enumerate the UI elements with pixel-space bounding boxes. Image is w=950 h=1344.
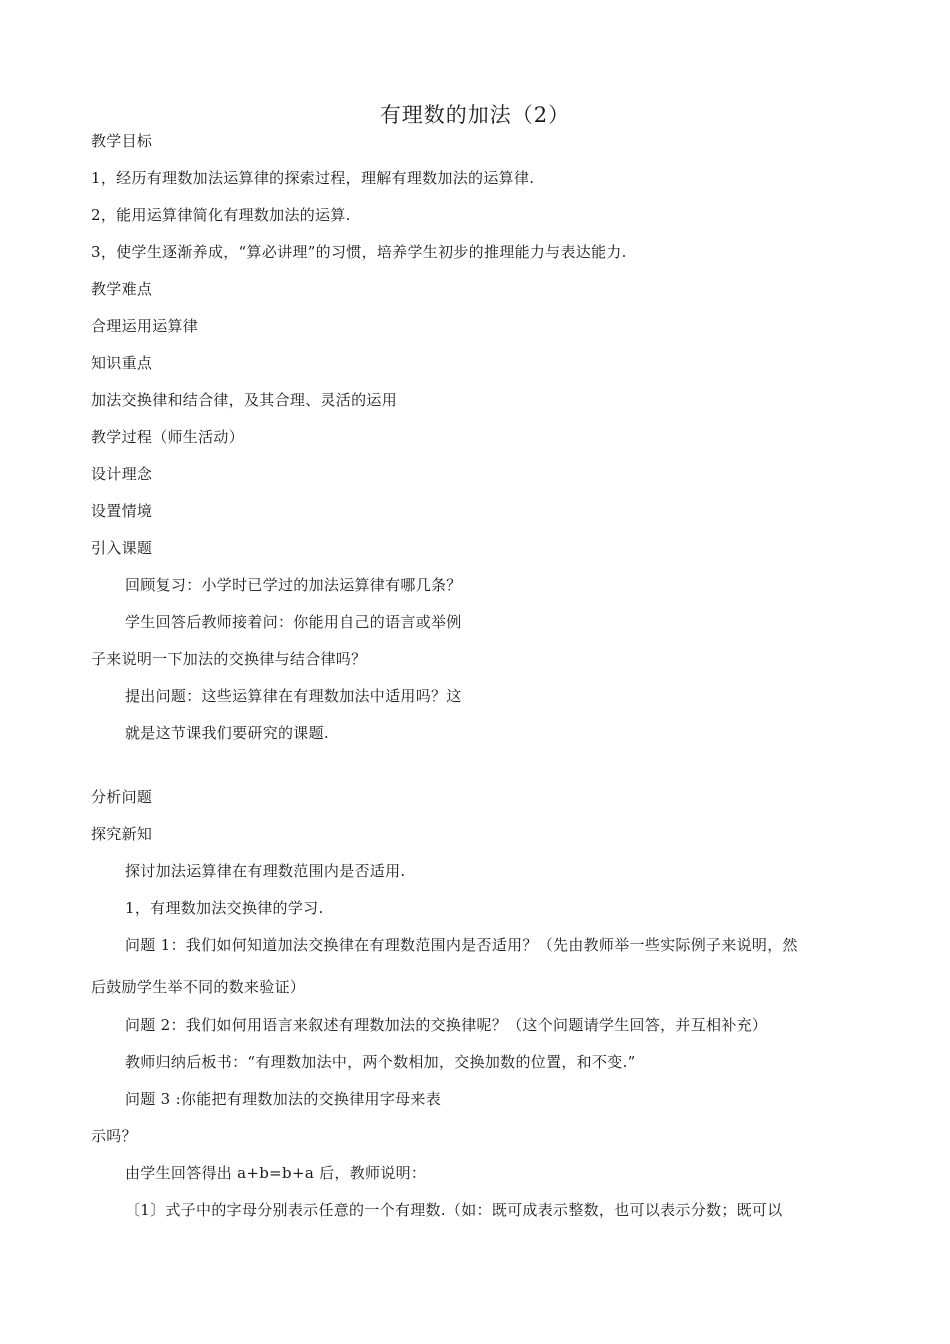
paragraph-question-1-cont: 后鼓励学生举不同的数来验证） xyxy=(91,978,306,996)
difficulty-text: 合理运用运算律 xyxy=(91,317,199,335)
section-heading-intro: 引入课题 xyxy=(91,539,153,557)
section-heading-situation: 设置情境 xyxy=(91,502,153,520)
paragraph-question: 提出问题：这些运算律在有理数加法中适用吗？这 xyxy=(125,687,462,705)
paragraph-question-3-cont: 示吗？ xyxy=(91,1127,137,1145)
section-heading-key-points: 知识重点 xyxy=(91,354,153,372)
objective-1: 1，经历有理数加法运算律的探索过程，理解有理数加法的运算律. xyxy=(91,169,535,187)
section-heading-explore: 探究新知 xyxy=(91,825,153,843)
paragraph-question-2: 问题 2：我们如何用语言来叙述有理数加法的交换律呢？（这个问题请学生回答，并互相补充） xyxy=(125,1016,768,1034)
paragraph-question-3: 问题 3 :你能把有理数加法的交换律用字母来表 xyxy=(125,1090,442,1108)
section-heading-objectives: 教学目标 xyxy=(91,132,153,150)
paragraph-question-1: 问题 1：我们如何知道加法交换律在有理数范围内是否适用？（先由教师举一些实际例子来说明，然 xyxy=(125,936,798,954)
paragraph-board: 教师归纳后板书：“有理数加法中，两个数相加，交换加数的位置，和不变.” xyxy=(125,1053,636,1071)
document-title: 有理数的加法（2） xyxy=(379,103,571,127)
paragraph-question-cont: 就是这节课我们要研究的课题. xyxy=(125,724,329,742)
objective-2: 2，能用运算律简化有理数加法的运算. xyxy=(91,206,351,224)
section-heading-process: 教学过程（师生活动） xyxy=(91,428,245,446)
section-heading-difficulty: 教学难点 xyxy=(91,280,153,298)
paragraph-explanation: 由学生回答得出 a+b=b+a 后，教师说明： xyxy=(125,1164,427,1182)
paragraph-student-answer: 学生回答后教师接着问：你能用自己的语言或举例 xyxy=(125,613,462,631)
paragraph-commutative: 1，有理数加法交换律的学习. xyxy=(125,899,324,917)
section-heading-analysis: 分析问题 xyxy=(91,788,153,806)
paragraph-explore: 探讨加法运算律在有理数范围内是否适用. xyxy=(125,862,406,880)
key-points-text: 加法交换律和结合律，及其合理、灵活的运用 xyxy=(91,391,398,409)
paragraph-note-1: 〔1〕式子中的字母分别表示任意的一个有理数.（如：既可成表示整数，也可以表示分数；既可以 xyxy=(125,1201,783,1219)
paragraph-student-answer-cont: 子来说明一下加法的交换律与结合律吗？ xyxy=(91,650,367,668)
objective-3: 3，使学生逐渐养成，“算必讲理”的习惯，培养学生初步的推理能力与表达能力. xyxy=(91,243,627,261)
paragraph-review: 回顾复习：小学时已学过的加法运算律有哪几条？ xyxy=(125,576,462,594)
section-heading-design: 设计理念 xyxy=(91,465,153,483)
